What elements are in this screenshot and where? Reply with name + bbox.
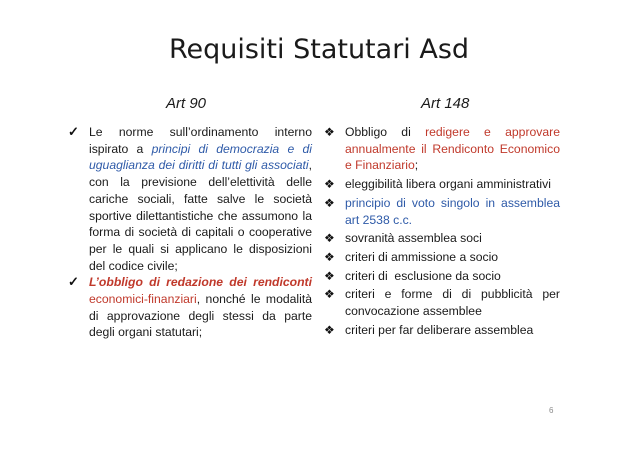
- art148-item-5: ❖ criteri di ammissione a socio: [324, 249, 499, 264]
- diamond-icon: ❖: [324, 195, 335, 210]
- art148-column: [324, 124, 560, 340]
- checkmark-icon: ✓: [68, 124, 79, 139]
- art148-item-4: ❖ sovranità assemblea soci: [324, 231, 482, 246]
- art90-item-2: ✓ L’obbligo di redazione dei rendiconti economici-finanziari, nonché le modalità di approvazione degli stessi da parte degli organi statutari;: [68, 274, 312, 340]
- art148-item-1: ❖ Obbligo di redigere e approvare annualmente il Rendiconto Economico e Finanziario;: [324, 125, 560, 173]
- diamond-icon: ❖: [324, 125, 335, 139]
- art148-item-8: ❖ criteri per far deliberare assemblea: [324, 322, 534, 337]
- art90-item-1: ✓ Le norme sull’ordinamento interno ispirato a principi di democrazia e di uguaglianza dei diritti di tutti gli associati, con la previsione dell’elettività delle cariche sociali, fatte salve le società sportive dilettantistiche che assumono la forma di società di capitali o cooperative per le quali si applicano le disposizioni del codice civile;: [68, 124, 312, 273]
- diamond-icon: ❖: [324, 287, 335, 302]
- slide-title: Requisiti Statutari Asd: [168, 34, 470, 65]
- art148-item-7: ❖ criteri e forme di di pubblicità per convocazione assemblee: [324, 287, 560, 319]
- art148-heading: Art 148: [421, 95, 470, 112]
- art90-column: [68, 124, 312, 341]
- diamond-icon: ❖: [324, 177, 335, 192]
- art148-item-3: ❖ principio di voto singolo in assemblea art 2538 c.c.: [324, 195, 560, 227]
- diamond-icon: ❖: [324, 322, 335, 337]
- checkmark-icon: ✓: [68, 274, 79, 290]
- art148-item-6: ❖ criteri di esclusione da socio: [324, 268, 501, 283]
- diamond-icon: ❖: [324, 249, 335, 264]
- art148-item-2: ❖ eleggibilità libera organi amministrativi: [324, 177, 551, 192]
- diamond-icon: ❖: [324, 268, 335, 283]
- diamond-icon: ❖: [324, 231, 335, 246]
- page-number: 6: [549, 406, 554, 415]
- art90-heading: Art 90: [166, 95, 207, 112]
